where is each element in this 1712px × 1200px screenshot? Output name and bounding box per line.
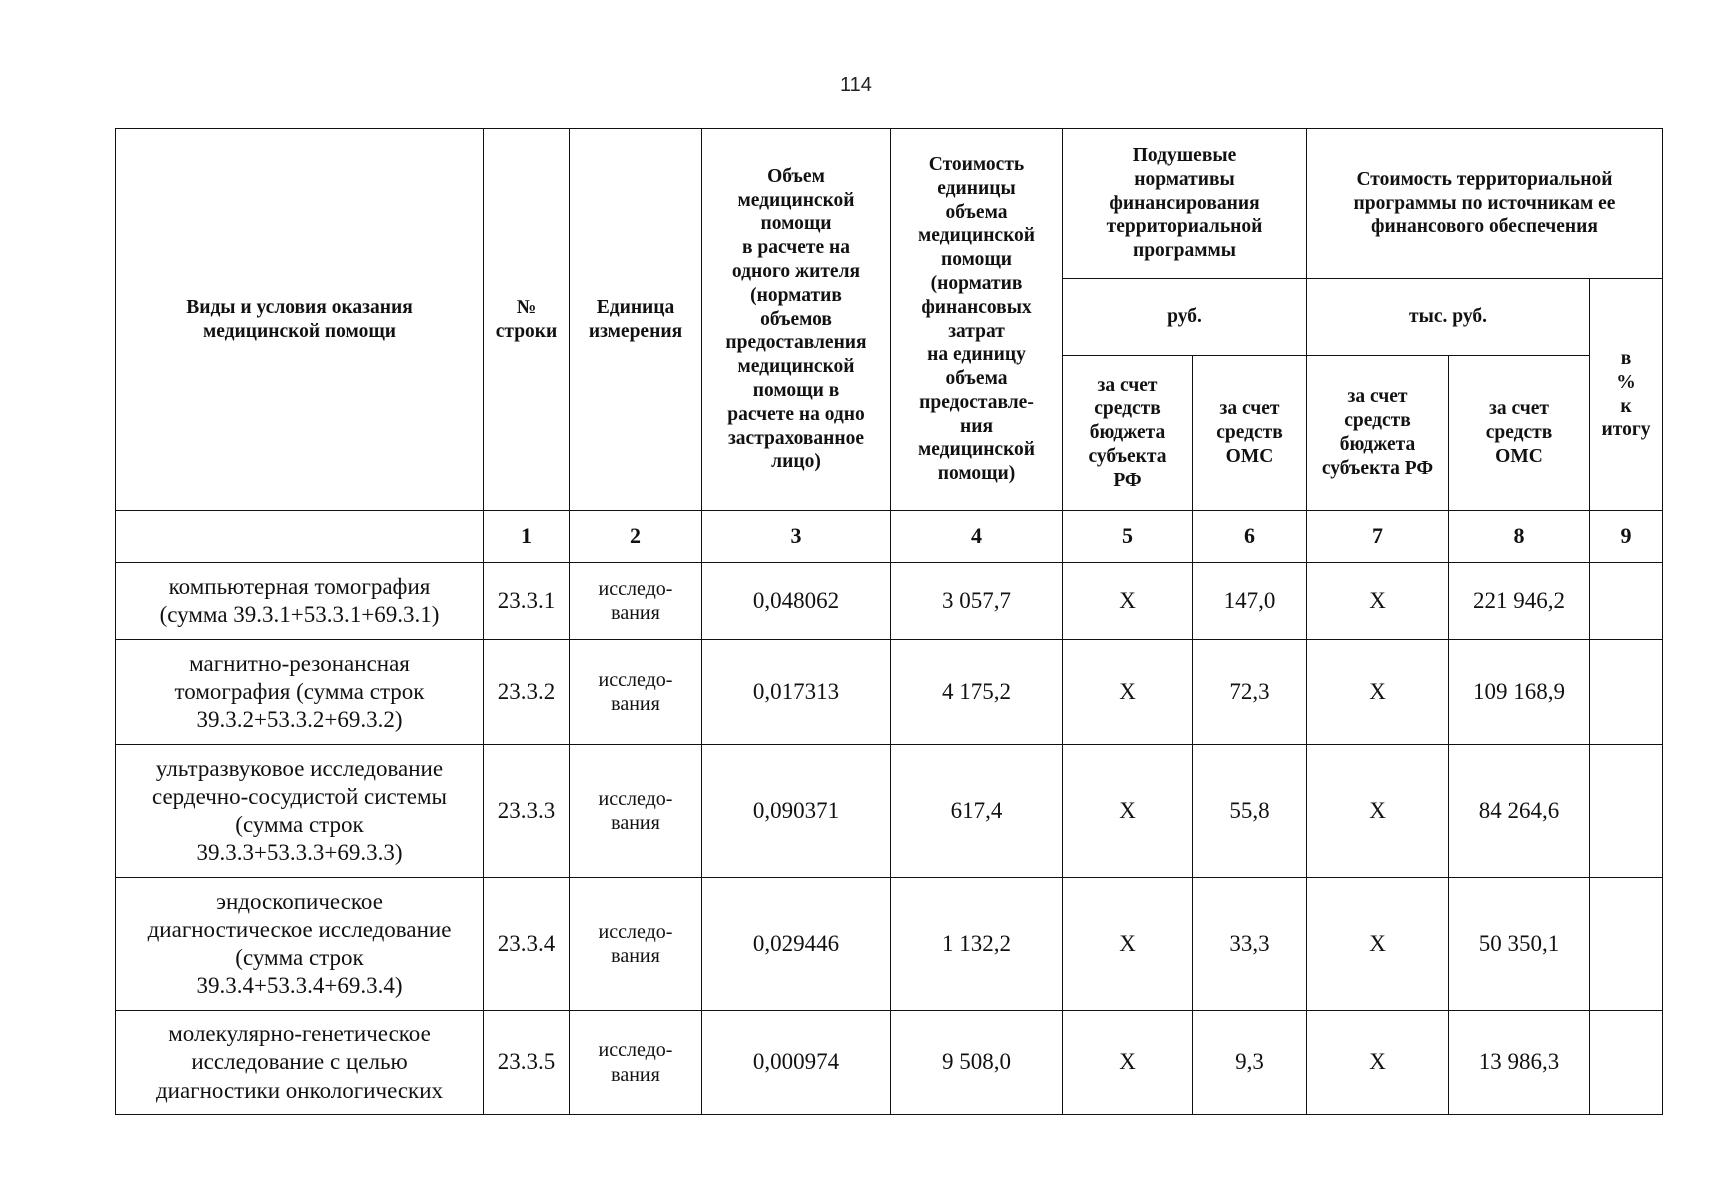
row-percent — [1590, 878, 1663, 1011]
column-number: 1 — [484, 511, 570, 563]
header-row-no: № строки — [484, 129, 570, 511]
row-kind: эндоскопическое диагностическое исследование (сумма строк 39.3.4+53.3.4+69.3.4) — [116, 878, 484, 1011]
header-oms-8: за счет средств ОМС — [1449, 356, 1590, 511]
row-percent — [1590, 563, 1663, 640]
row-oms-6: 147,0 — [1193, 563, 1307, 640]
row-percent — [1590, 640, 1663, 745]
row-oms-8: 13 986,3 — [1449, 1011, 1590, 1115]
column-number-row — [116, 511, 1663, 563]
header-cost: Стоимость единицы объема медицинской помощи (норматив финансовых затрат на единицу объема предоставле- ния медицинской помощи) — [891, 129, 1063, 511]
column-number: 4 — [891, 511, 1063, 563]
row-number: 23.3.5 — [484, 1011, 570, 1115]
row-oms-8: 109 168,9 — [1449, 640, 1590, 745]
header-volume: Объем медицинской помощи в расчете на одного жителя (норматив объемов предоставления медицинской помощи в расчете на одно застрахованное лицо) — [702, 129, 891, 511]
table-row — [116, 563, 1663, 640]
financing-table — [115, 128, 1663, 1115]
header-sub-thousand-rub: тыс. руб. — [1307, 279, 1590, 356]
row-budget-5: Х — [1063, 745, 1193, 878]
row-number: 23.3.2 — [484, 640, 570, 745]
table-row — [116, 640, 1663, 745]
row-cost: 1 132,2 — [891, 878, 1063, 1011]
row-unit: исследо- вания — [570, 745, 702, 878]
row-percent — [1590, 745, 1663, 878]
header-sub-rub: руб. — [1063, 279, 1307, 356]
row-volume: 0,017313 — [702, 640, 891, 745]
row-percent — [1590, 1011, 1663, 1115]
row-budget-7: Х — [1307, 745, 1449, 878]
header-group-per-capita: Подушевые нормативы финансирования территориальной программы — [1063, 129, 1307, 279]
column-number: 6 — [1193, 511, 1307, 563]
column-number — [116, 511, 484, 563]
column-number: 9 — [1590, 511, 1663, 563]
header-group-territorial: Стоимость территориальной программы по источникам ее финансового обеспечения — [1307, 129, 1663, 279]
column-number: 3 — [702, 511, 891, 563]
header-oms-6: за счет средств ОМС — [1193, 356, 1307, 511]
header-kind: Виды и условия оказания медицинской помощи — [116, 129, 484, 511]
row-volume: 0,029446 — [702, 878, 891, 1011]
header-budget-5: за счет средств бюджета субъекта РФ — [1063, 356, 1193, 511]
row-kind: молекулярно-генетическое исследование с целью диагностики онкологических — [116, 1011, 484, 1115]
row-oms-6: 33,3 — [1193, 878, 1307, 1011]
row-cost: 9 508,0 — [891, 1011, 1063, 1115]
row-volume: 0,090371 — [702, 745, 891, 878]
header-percent: в % к итогу — [1590, 279, 1663, 511]
header-unit: Единица измерения — [570, 129, 702, 511]
table-row — [116, 1011, 1663, 1115]
row-number: 23.3.1 — [484, 563, 570, 640]
row-budget-5: Х — [1063, 1011, 1193, 1115]
column-number: 5 — [1063, 511, 1193, 563]
row-number: 23.3.3 — [484, 745, 570, 878]
row-oms-6: 9,3 — [1193, 1011, 1307, 1115]
row-unit: исследо- вания — [570, 878, 702, 1011]
row-kind: компьютерная томография (сумма 39.3.1+53.3.1+69.3.1) — [116, 563, 484, 640]
row-budget-5: Х — [1063, 878, 1193, 1011]
row-volume: 0,000974 — [702, 1011, 891, 1115]
row-budget-7: Х — [1307, 563, 1449, 640]
page-number: 114 — [840, 74, 872, 96]
row-oms-6: 55,8 — [1193, 745, 1307, 878]
column-number: 8 — [1449, 511, 1590, 563]
row-oms-8: 84 264,6 — [1449, 745, 1590, 878]
header-budget-7: за счет средств бюджета субъекта РФ — [1307, 356, 1449, 511]
column-number: 2 — [570, 511, 702, 563]
row-unit: исследо- вания — [570, 640, 702, 745]
row-oms-8: 221 946,2 — [1449, 563, 1590, 640]
row-oms-6: 72,3 — [1193, 640, 1307, 745]
row-unit: исследо- вания — [570, 563, 702, 640]
row-number: 23.3.4 — [484, 878, 570, 1011]
row-budget-7: Х — [1307, 640, 1449, 745]
row-cost: 617,4 — [891, 745, 1063, 878]
row-unit: исследо- вания — [570, 1011, 702, 1115]
row-kind: магнитно-резонансная томография (сумма строк 39.3.2+53.3.2+69.3.2) — [116, 640, 484, 745]
row-budget-5: Х — [1063, 563, 1193, 640]
row-budget-7: Х — [1307, 878, 1449, 1011]
column-number: 7 — [1307, 511, 1449, 563]
row-cost: 3 057,7 — [891, 563, 1063, 640]
row-oms-8: 50 350,1 — [1449, 878, 1590, 1011]
row-volume: 0,048062 — [702, 563, 891, 640]
row-cost: 4 175,2 — [891, 640, 1063, 745]
row-budget-7: Х — [1307, 1011, 1449, 1115]
row-kind: ультразвуковое исследование сердечно-сосудистой системы (сумма строк 39.3.3+53.3.3+69.3.3) — [116, 745, 484, 878]
table-row — [116, 878, 1663, 1011]
table-row — [116, 745, 1663, 878]
row-budget-5: Х — [1063, 640, 1193, 745]
